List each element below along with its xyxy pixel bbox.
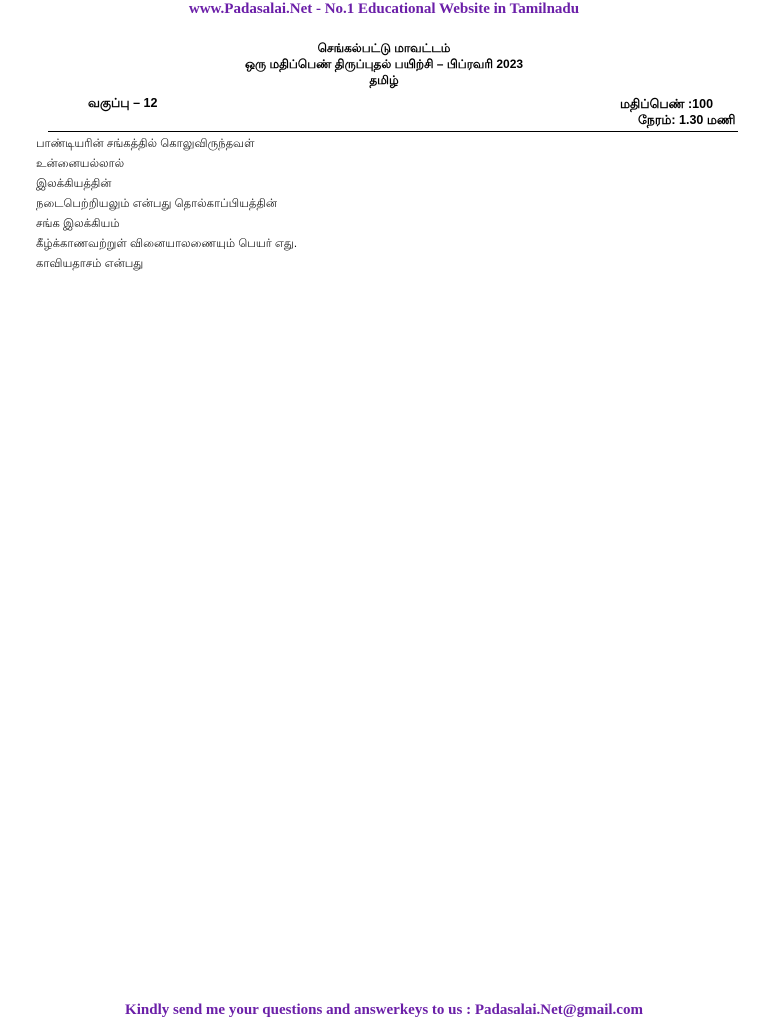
question-fragment: கீழ்க்காணவற்றுள் வினையாலணையும் பெயர் எது. [36,238,298,250]
question-fragment: நடைபெற்றியலும் என்பது தொல்காப்பியத்தின் [36,198,277,210]
question-fragment: சங்க இலக்கியம் [36,218,120,230]
header-divider [48,131,738,132]
question-area [36,138,736,988]
site-header: www.Padasalai.Net - No.1 Educational Website in Tamilnadu [188,1,580,17]
title-block [0,40,768,88]
question-fragment: பாண்டியரின் சங்கத்தில் கொலுவிருந்தவள் [36,138,255,150]
subject-title: தமிழ் [369,73,399,87]
question-fragment: காவியதாசம் என்பது [36,258,144,270]
exam-title: ஒரு மதிப்பெண் திருப்புதல் பயிற்சி – பிப்ரவரி 2023 [244,57,524,71]
district-title: செங்கல்பட்டு மாவட்டம் [317,41,451,55]
time-label: நேரம்: 1.30 மணி [638,113,736,127]
marks-label: மதிப்பெண் :100 [620,97,714,111]
question-fragment: இலக்கியத்தின் [36,178,112,190]
marks-time-block [620,96,736,128]
class-label: வகுப்பு – 12 [88,96,158,110]
footer-text: Kindly send me your questions and answerkeys to us : Padasalai.Net@gmail.com [125,1002,643,1018]
question-fragment: உன்னையல்லால் [36,158,125,170]
